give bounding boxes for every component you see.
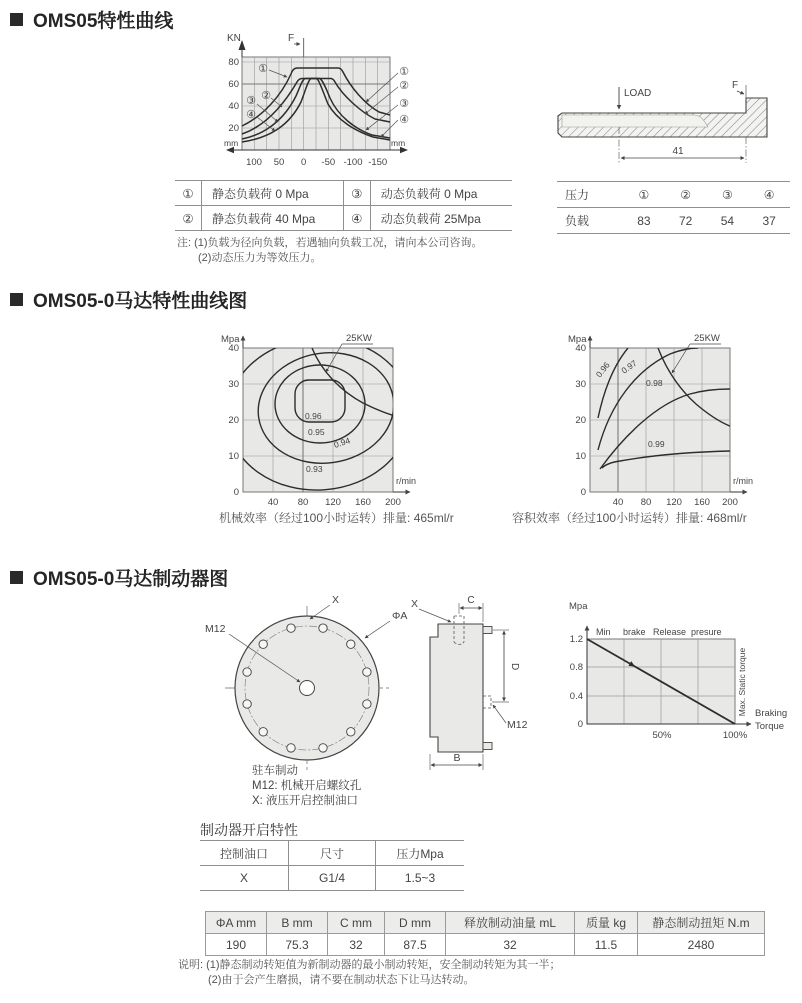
yticks xyxy=(228,343,239,498)
yticks xyxy=(575,343,586,498)
svg-text:0.96: 0.96 xyxy=(593,360,612,380)
legend-text: 静态负载荷 0 Mpa xyxy=(202,181,344,206)
table-row xyxy=(175,181,512,206)
x-axis-label-1: Braking xyxy=(755,708,788,719)
legend-text: 静态负载荷 40 Mpa xyxy=(202,206,344,231)
ytick: 60 xyxy=(228,79,239,90)
note-line2: (2)动态压力为等效压力。 xyxy=(198,252,322,264)
brake-open-table xyxy=(200,840,464,891)
x-port-label: X xyxy=(332,594,340,606)
legend-text: 动态负载荷 25Mpa xyxy=(370,206,512,231)
top-labels xyxy=(596,627,722,637)
svg-text:10: 10 xyxy=(228,451,239,462)
ytick: 80 xyxy=(228,57,239,68)
table-row xyxy=(175,206,512,231)
xtick: 50 xyxy=(273,157,285,168)
m12-label: M12 xyxy=(507,719,528,731)
svg-text:0.99: 0.99 xyxy=(648,439,665,449)
svg-text:0.8: 0.8 xyxy=(569,662,583,673)
mech-chart-caption: 机械效率（经过100小时运转）排量: 465ml/r xyxy=(219,511,454,525)
svg-text:Min: Min xyxy=(596,627,611,637)
brake-front-view xyxy=(195,592,420,777)
section3-title xyxy=(10,564,228,591)
brake-pressure-chart xyxy=(555,592,802,752)
svg-text:0.4: 0.4 xyxy=(569,691,583,702)
legend-num: ③ xyxy=(343,181,370,206)
force-label: F xyxy=(288,33,295,44)
load-note xyxy=(177,236,483,266)
svg-text:160: 160 xyxy=(694,497,710,508)
body-outline xyxy=(430,624,483,752)
section1-title xyxy=(10,6,173,33)
svg-text:40: 40 xyxy=(267,497,279,508)
legend-num: ② xyxy=(175,206,202,231)
xtick: 100 xyxy=(246,157,262,168)
svg-text:200: 200 xyxy=(385,497,401,508)
xticks xyxy=(652,730,747,741)
shaft-load-diagram xyxy=(545,75,802,175)
svg-text:120: 120 xyxy=(325,497,341,508)
table-header-row: ΦA mm B mm C mm D mm 释放制动油量 mL 质量 kg 静态制动扭矩 N.m xyxy=(206,912,765,934)
xticks xyxy=(268,497,401,508)
svg-text:①: ① xyxy=(399,66,409,78)
svg-text:120: 120 xyxy=(666,497,682,508)
open-table-title: 制动器开启特性 xyxy=(200,822,298,838)
svg-text:20: 20 xyxy=(228,415,239,426)
x-label: X xyxy=(411,598,419,610)
legend-num: ① xyxy=(175,181,202,206)
svg-text:③: ③ xyxy=(399,98,409,110)
svg-text:0: 0 xyxy=(580,487,586,498)
m12-label: M12 xyxy=(205,623,226,635)
table-row: 190 75.3 32 87.5 32 11.5 2480 xyxy=(206,934,765,956)
shaft-bore xyxy=(562,115,708,127)
note-line2: (2)由于会产生磨损，请不要在制动状态下让马达转动。 xyxy=(208,974,475,986)
note-line1: 注: (1)负载为径向负载，若遇轴向负载工况，请向本公司咨询。 xyxy=(177,237,483,249)
svg-text:0: 0 xyxy=(233,487,239,498)
table-row: X G1/4 1.5~3 xyxy=(200,866,464,891)
x-unit-right: mm xyxy=(391,138,406,148)
brake-side-view xyxy=(405,592,555,787)
mech-efficiency-chart xyxy=(213,328,465,510)
svg-text:40: 40 xyxy=(612,497,624,508)
yticks xyxy=(570,634,583,730)
svg-text:80: 80 xyxy=(640,497,652,508)
vol-efficiency-chart xyxy=(558,328,802,510)
svg-text:④: ④ xyxy=(399,114,409,126)
table-row: 压力 ① ② ③ ④ xyxy=(557,182,790,208)
m12-hole xyxy=(483,696,491,708)
square-bullet-icon xyxy=(10,571,23,584)
svg-text:50%: 50% xyxy=(652,730,672,741)
bolt-top xyxy=(483,627,492,634)
svg-text:0.94: 0.94 xyxy=(332,435,352,450)
note-line1: 说明: (1)静态制动转矩值为新制动器的最小制动转矩，安全制动转矩为其一半； xyxy=(178,959,561,971)
legend-num: ④ xyxy=(343,206,370,231)
table-row: 控制油口 尺寸 压力Mpa xyxy=(200,841,464,866)
svg-text:0.93: 0.93 xyxy=(306,464,323,474)
power-label: 25KW xyxy=(694,333,720,344)
dia-a-label: ΦA xyxy=(392,610,408,622)
svg-text:0.96: 0.96 xyxy=(305,411,322,421)
svg-text:③: ③ xyxy=(246,95,256,107)
svg-text:200: 200 xyxy=(722,497,738,508)
square-bullet-icon xyxy=(10,293,23,306)
x-unit-label: r/min xyxy=(733,476,753,486)
bolt-bottom xyxy=(483,743,492,750)
table-row: 负载 83 72 54 37 xyxy=(557,208,790,234)
svg-text:brake: brake xyxy=(623,627,646,637)
section2-title xyxy=(10,286,247,313)
center-hole xyxy=(300,681,315,696)
section2-title-text: OMS05-0马达特性曲线图 xyxy=(33,291,248,312)
svg-text:1.2: 1.2 xyxy=(569,634,583,645)
svg-text:80: 80 xyxy=(297,497,309,508)
svg-text:0.97: 0.97 xyxy=(619,357,639,376)
x-unit-label: r/min xyxy=(396,476,416,486)
xtick: 0 xyxy=(301,157,307,168)
brake-note xyxy=(178,958,561,988)
x-desc: X: 液压开启控制油口 xyxy=(252,795,359,807)
y-unit-label: Mpa xyxy=(568,334,587,345)
svg-text:30: 30 xyxy=(575,379,586,390)
svg-text:0.98: 0.98 xyxy=(646,378,663,388)
dim-41-label: 41 xyxy=(672,146,684,157)
section1-title-text: OMS05特性曲线 xyxy=(33,11,174,32)
load-label: LOAD xyxy=(624,88,652,99)
section3-title-text: OMS05-0马达制动器图 xyxy=(33,569,229,590)
y-unit-label: Mpa xyxy=(569,601,588,612)
svg-text:④: ④ xyxy=(246,109,256,121)
svg-text:0: 0 xyxy=(577,719,583,730)
svg-text:30: 30 xyxy=(228,379,239,390)
pressure-load-table xyxy=(557,181,790,234)
ytick: 20 xyxy=(228,123,239,134)
svg-text:②: ② xyxy=(261,90,271,102)
parking-brake-label: 驻车制动 xyxy=(252,765,298,777)
brake-front-caption xyxy=(252,764,361,809)
right-axis-label: Max. Static torque xyxy=(737,647,747,717)
legend-text: 动态负载荷 0 Mpa xyxy=(370,181,512,206)
d-label: D xyxy=(509,663,520,671)
svg-text:10: 10 xyxy=(575,451,586,462)
xtick: -100 xyxy=(343,157,363,168)
svg-text:presure: presure xyxy=(691,627,722,637)
svg-text:②: ② xyxy=(399,80,409,92)
brake-dimensions-table xyxy=(205,911,765,956)
y-unit-label: KN xyxy=(227,33,241,44)
right-callouts xyxy=(399,66,409,126)
square-bullet-icon xyxy=(10,13,23,26)
c-label: C xyxy=(467,595,475,606)
load-capacity-chart xyxy=(205,28,465,178)
svg-text:0.95: 0.95 xyxy=(308,427,325,437)
svg-text:40: 40 xyxy=(575,343,586,354)
ytick: 40 xyxy=(228,101,239,112)
svg-text:100%: 100% xyxy=(722,730,748,741)
svg-text:160: 160 xyxy=(355,497,371,508)
load-legend-table xyxy=(175,180,512,231)
svg-text:①: ① xyxy=(258,63,268,75)
svg-text:20: 20 xyxy=(575,415,586,426)
xtick: -150 xyxy=(368,157,388,168)
m12-desc: M12: 机械开启螺纹孔 xyxy=(252,780,362,792)
b-label: B xyxy=(453,752,461,764)
y-unit-label: Mpa xyxy=(221,334,240,345)
force-label: F xyxy=(732,80,739,91)
x-unit-left: mm xyxy=(224,138,239,148)
x-axis-label-2: Torque xyxy=(755,721,785,732)
svg-text:Release: Release xyxy=(653,627,687,637)
xticks xyxy=(613,497,738,508)
svg-text:40: 40 xyxy=(228,343,239,354)
xtick: -50 xyxy=(321,157,336,168)
power-label: 25KW xyxy=(346,333,372,344)
vol-chart-caption: 容积效率（经过100小时运转）排量: 468ml/r xyxy=(512,511,747,525)
